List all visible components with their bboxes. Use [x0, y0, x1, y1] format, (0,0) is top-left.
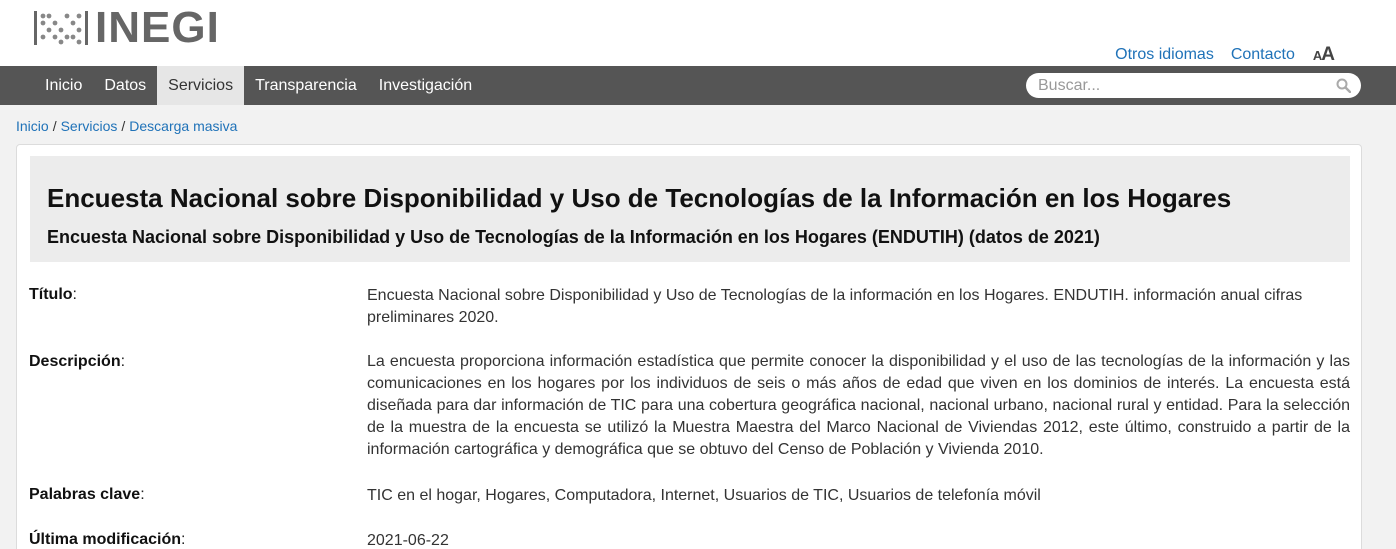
- nav-item-servicios[interactable]: Servicios: [157, 66, 244, 105]
- page-subtitle: Encuesta Nacional sobre Disponibilidad y Uso de Tecnologías de la Información en los Hogares (ENDUTIH) (datos de 2021): [47, 227, 1100, 247]
- top-header: [0, 0, 1396, 66]
- breadcrumb-servicios[interactable]: Servicios: [60, 118, 118, 134]
- dataset-header: [30, 156, 1350, 262]
- contact-link[interactable]: Contacto: [1230, 46, 1295, 63]
- breadcrumb-separator: /: [52, 118, 57, 134]
- breadcrumb-descarga-masiva[interactable]: Descarga masiva: [129, 118, 238, 134]
- detail-value-palabras-clave: TIC en el hogar, Hogares, Computadora, Internet, Usuarios de TIC, Usuarios de telefonía móvil: [367, 487, 1041, 504]
- top-links: [1098, 44, 1334, 66]
- search-input[interactable]: [1038, 73, 1328, 98]
- detail-label-descripcion: Descripción:: [29, 353, 126, 370]
- detail-label-palabras-clave: Palabras clave:: [29, 486, 145, 503]
- other-languages-link[interactable]: Otros idiomas: [1115, 46, 1214, 63]
- nav-item-inicio[interactable]: Inicio: [45, 77, 83, 94]
- page-title: Encuesta Nacional sobre Disponibilidad y Uso de Tecnologías de la Información en los Hogares: [47, 183, 1232, 213]
- search-box: [1026, 73, 1361, 98]
- detail-label-ultima-modificacion: Última modificación:: [29, 531, 186, 548]
- breadcrumb: [16, 118, 237, 134]
- nav-item-transparencia[interactable]: Transparencia: [255, 77, 357, 94]
- nav-menu: [34, 66, 483, 105]
- dataset-card: [16, 144, 1362, 549]
- detail-label-titulo: Título:: [29, 286, 77, 303]
- detail-value-descripcion: La encuesta proporciona información estadística que permite conocer la disponibilidad y el uso de las tecnologías de la información y las comunicaciones en los hogares por los individuos de seis o más años de edad que viven en los dominios de interés. La encuesta está diseñada para dar información de TIC para una cobertura geográfica nacional, nacional urbano, nacional rural y entidad. Para la selección de la muestra de la encuesta se utilizó la Muestra Maestra del Marco Nacional de Viviendas 2012, este último, construido a partir de la información cartográfica y demográfica que se obtuvo del Censo de Población y Vivienda 2010.: [367, 353, 1350, 458]
- search-icon[interactable]: [1336, 78, 1351, 93]
- inegi-logo-icon: [33, 9, 89, 47]
- breadcrumb-inicio[interactable]: Inicio: [16, 118, 49, 134]
- main-navbar: [0, 66, 1396, 105]
- detail-value-titulo: Encuesta Nacional sobre Disponibilidad y Uso de Tecnologías de la información en los Hogares. ENDUTIH. información anual cifras preliminares 2020.: [367, 287, 1303, 326]
- logo-text: INEGI: [95, 3, 220, 52]
- nav-item-datos[interactable]: Datos: [104, 77, 147, 94]
- inegi-logo[interactable]: [33, 3, 220, 52]
- breadcrumb-separator: /: [121, 118, 126, 134]
- font-size-toggle-icon[interactable]: AA: [1312, 44, 1334, 65]
- detail-value-ultima-modificacion: 2021-06-22: [367, 532, 449, 549]
- nav-item-investigacion[interactable]: Investigación: [378, 77, 473, 94]
